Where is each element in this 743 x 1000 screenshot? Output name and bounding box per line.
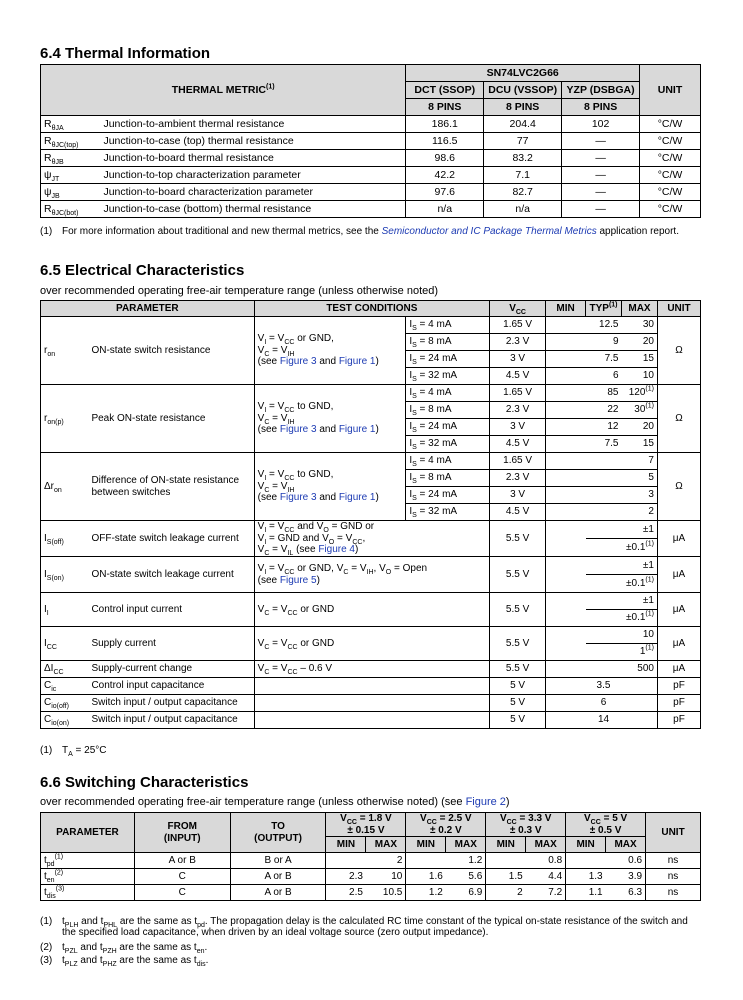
max-header: MAX <box>622 301 658 317</box>
max-value: ±1 <box>586 521 658 539</box>
typ-value: 14 <box>586 712 622 729</box>
value: — <box>562 184 640 201</box>
from-header: FROM (INPUT) <box>134 813 230 853</box>
is-condition: $I_S = 4$ mA <box>406 317 490 334</box>
typ-value <box>586 470 622 487</box>
max-value: ±1 <box>586 593 658 610</box>
max-value <box>622 678 658 695</box>
typ-value: 85 <box>586 385 622 402</box>
max-value: 3 <box>622 487 658 504</box>
unit: pF <box>657 678 700 695</box>
figure-4-link[interactable]: Figure 4 <box>318 544 355 556</box>
is-condition: $I_S = 32$ mA <box>406 504 490 521</box>
test-conditions: $V_I = V_{CC}$ or GND, $V_C = V_{IH}$ (see Figure 3 and Figure 1) <box>254 317 406 385</box>
vcc-header: $V_{CC}$ <box>490 301 546 317</box>
min-value: 1.5 <box>486 869 526 885</box>
is-condition: $I_S = 8$ mA <box>406 334 490 351</box>
value: 82.7 <box>484 184 562 201</box>
unit: pF <box>657 712 700 729</box>
symbol: $R_{\theta JC(top)}$ <box>41 133 101 150</box>
unit-header: UNIT <box>640 65 701 116</box>
value: 204.4 <box>484 116 562 133</box>
min-header: MIN <box>486 837 526 853</box>
test-conditions: $V_I = V_{CC}$ to GND, $V_C = V_{IH}$ (see Figure 3 and Figure 1) <box>254 453 406 521</box>
description: Junction-to-case (bottom) thermal resistance <box>100 201 405 218</box>
table-row <box>41 167 701 184</box>
package-header: DCU (VSSOP) <box>484 82 562 99</box>
vcc-group-header: $V_{CC} = 3.3$ V ± 0.3 V <box>486 813 566 837</box>
unit: Ω <box>657 453 700 521</box>
unit: ns <box>646 869 701 885</box>
typ-value: 3.5 <box>586 678 622 695</box>
pins-header: 8 PINS <box>406 99 484 116</box>
typ-value: 9 <box>586 334 622 351</box>
max-value: 7 <box>622 453 658 470</box>
symbol: $\Delta r_{on}$ <box>41 453 89 521</box>
test-conditions: $V_C = V_{CC}$ or GND <box>254 627 490 661</box>
unit: °C/W <box>640 201 701 218</box>
typ-value: 6 <box>586 368 622 385</box>
value: 97.6 <box>406 184 484 201</box>
unit-header: UNIT <box>646 813 701 853</box>
vcc-value: 4.5 V <box>490 436 546 453</box>
is-condition: $I_S = 4$ mA <box>406 453 490 470</box>
description: Control input capacitance <box>88 678 254 695</box>
symbol: $I_I$ <box>41 593 89 627</box>
max-value: $\pm 0.1^{(1)}$ <box>586 575 658 593</box>
vcc-value: 5.5 V <box>490 627 546 661</box>
min-value: 1.6 <box>406 869 446 885</box>
typ-value <box>586 453 622 470</box>
description: ON-state switch resistance <box>88 317 254 385</box>
max-value: 0.6 <box>606 853 646 869</box>
min-value: 2 <box>486 885 526 901</box>
test-conditions <box>254 678 490 695</box>
description: Supply-current change <box>88 661 254 678</box>
max-value: 10.5 <box>366 885 406 901</box>
min-value: 1.2 <box>406 885 446 901</box>
from-value: A or B <box>134 853 230 869</box>
description: Junction-to-top characterization parameter <box>100 167 405 184</box>
max-value: 0.8 <box>526 853 566 869</box>
electrical-table <box>40 300 701 729</box>
figure-3-link[interactable]: Figure 3 <box>279 492 317 504</box>
symbol: $I_{S(on)}$ <box>41 557 89 593</box>
vcc-group-header: $V_{CC} = 5$ V ± 0.5 V <box>566 813 646 837</box>
value: 83.2 <box>484 150 562 167</box>
value: — <box>562 167 640 184</box>
table-row <box>41 201 701 218</box>
test-conditions <box>254 712 490 729</box>
pins-header: 8 PINS <box>484 99 562 116</box>
max-value: 10 <box>366 869 406 885</box>
max-value: 5.6 <box>446 869 486 885</box>
description: Control input current <box>88 593 254 627</box>
vcc-value: 5.5 V <box>490 557 546 593</box>
unit: ns <box>646 853 701 869</box>
value: 77 <box>484 133 562 150</box>
max-value: 15 <box>622 351 658 368</box>
max-value <box>622 712 658 729</box>
max-value: 500 <box>586 661 658 678</box>
table-row <box>41 869 701 885</box>
device-header: SN74LVC2G66 <box>406 65 640 82</box>
unit: μA <box>657 627 700 661</box>
min-value <box>546 419 586 436</box>
typ-value: 22 <box>586 402 622 419</box>
vcc-value: 2.3 V <box>490 402 546 419</box>
is-condition: $I_S = 24$ mA <box>406 419 490 436</box>
description: OFF-state switch leakage current <box>88 521 254 557</box>
value: — <box>562 150 640 167</box>
min-value <box>546 368 586 385</box>
electrical-footnote: (1) $T_A = 25^\circ C$ <box>40 745 107 758</box>
parameter-symbol: $t_{pd}^{(1)}$ <box>41 853 135 869</box>
min-value <box>546 487 586 504</box>
max-value: 1.2 <box>446 853 486 869</box>
is-condition: $I_S = 24$ mA <box>406 487 490 504</box>
parameter-symbol: $t_{dis}^{(3)}$ <box>41 885 135 901</box>
symbol: $R_{\theta JC(bot)}$ <box>41 201 101 218</box>
min-value <box>406 853 446 869</box>
description: Junction-to-ambient thermal resistance <box>100 116 405 133</box>
min-value <box>546 470 586 487</box>
switching-footnote-3: (3) $t_{PLZ}$ and $t_{PHZ}$ are the same as $t_{dis}$. <box>40 955 209 968</box>
description: Junction-to-board thermal resistance <box>100 150 405 167</box>
vcc-group-header: $V_{CC} = 2.5$ V ± 0.2 V <box>406 813 486 837</box>
value: 102 <box>562 116 640 133</box>
max-value: 10 <box>586 627 658 644</box>
min-value <box>546 627 586 661</box>
min-value <box>546 521 586 557</box>
vcc-value: 3 V <box>490 419 546 436</box>
table-row <box>41 133 701 150</box>
vcc-group-header: $V_{CC} = 1.8$ V ± 0.15 V <box>326 813 406 837</box>
from-value: C <box>134 885 230 901</box>
min-value <box>546 385 586 402</box>
description: Difference of ON-state resistance between switches <box>88 453 254 521</box>
vcc-value: 5 V <box>490 712 546 729</box>
test-conditions: $V_I = V_{CC}$ and $V_O$ = GND or $V_I$ = GND and $V_O = V_{CC}$, $V_C = V_{IL}$ (see Figure 4) <box>254 521 490 557</box>
vcc-value: 5 V <box>490 695 546 712</box>
unit: °C/W <box>640 150 701 167</box>
min-header: MIN <box>546 301 586 317</box>
thermal-section-title: 6.4 Thermal Information <box>40 45 211 62</box>
value: 98.6 <box>406 150 484 167</box>
symbol: $r_{on(p)}$ <box>41 385 89 453</box>
electrical-subtitle: over recommended operating free-air temperature range (unless otherwise noted) <box>40 285 439 297</box>
unit: °C/W <box>640 167 701 184</box>
vcc-value: 3 V <box>490 487 546 504</box>
min-header: MIN <box>326 837 366 853</box>
vcc-value: 1.65 V <box>490 453 546 470</box>
unit: μA <box>657 593 700 627</box>
description: Switch input / output capacitance <box>88 695 254 712</box>
switching-footnote-2: (2) $t_{PZL}$ and $t_{PZH}$ are the same as $t_{en}$. <box>40 942 208 955</box>
switching-footnote-1: (1) $t_{PLH}$ and $t_{PHL}$ are the same as $t_{pd}$. The propagation delay is the calculated RC time constant of the typical on-state resistance of the switch and the specified load capacitance, when driven by an ideal voltage source (zero output impedance). <box>40 916 688 938</box>
unit: °C/W <box>640 133 701 150</box>
table-row <box>41 885 701 901</box>
vcc-value: 4.5 V <box>490 368 546 385</box>
min-value <box>546 593 586 627</box>
min-value: 2.5 <box>326 885 366 901</box>
min-value <box>546 351 586 368</box>
table-row <box>41 853 701 869</box>
test-conditions: $V_I = V_{CC}$ or GND, $V_C = V_{IH}$, $V_O$ = Open (see Figure 5) <box>254 557 490 593</box>
to-header: TO (OUTPUT) <box>230 813 326 853</box>
min-value <box>546 712 586 729</box>
thermal-metric-header: THERMAL METRIC$^{(1)}$ <box>41 65 406 116</box>
typ-value: 7.5 <box>586 436 622 453</box>
max-value: 20 <box>622 334 658 351</box>
package-header: YZP (DSBGA) <box>562 82 640 99</box>
max-value: 1$^{(1)}$ <box>586 644 658 661</box>
max-value: 2 <box>622 504 658 521</box>
vcc-value: 2.3 V <box>490 470 546 487</box>
max-value: 5 <box>622 470 658 487</box>
test-conditions: $V_C = V_{CC}$ or GND <box>254 593 490 627</box>
description: Junction-to-board characterization parameter <box>100 184 405 201</box>
vcc-value: 5 V <box>490 678 546 695</box>
max-header: MAX <box>366 837 406 853</box>
min-value <box>546 453 586 470</box>
table-row <box>41 184 701 201</box>
table-row <box>41 150 701 167</box>
min-value <box>566 853 606 869</box>
test-conditions <box>254 695 490 712</box>
min-header: MIN <box>566 837 606 853</box>
min-value <box>546 678 586 695</box>
unit: μA <box>657 521 700 557</box>
is-condition: $I_S = 24$ mA <box>406 351 490 368</box>
symbol: $r_{on}$ <box>41 317 89 385</box>
max-header: MAX <box>446 837 486 853</box>
conditions-header: TEST CONDITIONS <box>254 301 490 317</box>
table-row <box>41 116 701 133</box>
max-value: 20 <box>622 419 658 436</box>
description: Switch input / output capacitance <box>88 712 254 729</box>
thermal-footnote: (1) For more information about traditional and new thermal metrics, see the Semiconductor and IC Package Thermal Metrics application report. <box>40 226 679 237</box>
description: Junction-to-case (top) thermal resistance <box>100 133 405 150</box>
pins-header: 8 PINS <box>562 99 640 116</box>
unit: °C/W <box>640 184 701 201</box>
value: — <box>562 201 640 218</box>
typ-value: 12 <box>586 419 622 436</box>
vcc-value: 4.5 V <box>490 504 546 521</box>
unit: Ω <box>657 385 700 453</box>
parameter-header: PARAMETER <box>41 813 135 853</box>
symbol: $C_{io(on)}$ <box>41 712 89 729</box>
min-value: 1.3 <box>566 869 606 885</box>
min-value <box>546 557 586 593</box>
min-header: MIN <box>406 837 446 853</box>
vcc-value: 1.65 V <box>490 317 546 334</box>
vcc-value: 3 V <box>490 351 546 368</box>
max-value: 3.9 <box>606 869 646 885</box>
min-value <box>546 402 586 419</box>
typ-value: 6 <box>586 695 622 712</box>
max-value: $\pm 0.1^{(1)}$ <box>586 539 658 557</box>
is-condition: $I_S = 32$ mA <box>406 368 490 385</box>
max-value: 4.4 <box>526 869 566 885</box>
figure-1-link[interactable]: Figure 1 <box>338 356 376 368</box>
max-value: 10 <box>622 368 658 385</box>
figure-1-link[interactable]: Figure 1 <box>338 492 376 504</box>
value: n/a <box>406 201 484 218</box>
symbol: $R_{\theta JA}$ <box>41 116 101 133</box>
switching-subtitle: over recommended operating free-air temperature range (unless otherwise noted) (see Figure 2) <box>40 796 510 808</box>
typ-value <box>586 504 622 521</box>
vcc-value: 2.3 V <box>490 334 546 351</box>
max-value: 15 <box>622 436 658 453</box>
min-value <box>546 695 586 712</box>
value: 186.1 <box>406 116 484 133</box>
package-header: DCT (SSOP) <box>406 82 484 99</box>
typ-header: TYP$^{(1)}$ <box>586 301 622 317</box>
max-value: 6.3 <box>606 885 646 901</box>
from-value: C <box>134 869 230 885</box>
is-condition: $I_S = 4$ mA <box>406 385 490 402</box>
value: 42.2 <box>406 167 484 184</box>
vcc-value: 5.5 V <box>490 661 546 678</box>
vcc-value: 5.5 V <box>490 593 546 627</box>
switching-section-title: 6.6 Switching Characteristics <box>40 774 249 791</box>
unit: ns <box>646 885 701 901</box>
vcc-value: 1.65 V <box>490 385 546 402</box>
min-value <box>486 853 526 869</box>
is-condition: $I_S = 32$ mA <box>406 436 490 453</box>
typ-value: 7.5 <box>586 351 622 368</box>
unit: μA <box>657 557 700 593</box>
max-value: 120$^{(1)}$ <box>622 385 658 402</box>
min-value <box>546 504 586 521</box>
max-value: ±1 <box>586 557 658 575</box>
electrical-section-title: 6.5 Electrical Characteristics <box>40 262 245 279</box>
unit: pF <box>657 695 700 712</box>
min-value <box>546 661 586 678</box>
value: 116.5 <box>406 133 484 150</box>
min-value: 2.3 <box>326 869 366 885</box>
figure-2-link[interactable]: Figure 2 <box>465 796 506 808</box>
symbol: $\psi_{JT}$ <box>41 167 101 184</box>
figure-3-link[interactable]: Figure 3 <box>279 356 317 368</box>
description: Peak ON-state resistance <box>88 385 254 453</box>
min-value <box>546 317 586 334</box>
figure-5-link[interactable]: Figure 5 <box>279 574 317 586</box>
min-value <box>546 436 586 453</box>
typ-value: 12.5 <box>586 317 622 334</box>
typ-value <box>586 487 622 504</box>
to-value: A or B <box>230 869 326 885</box>
value: — <box>562 133 640 150</box>
symbol: $\psi_{JB}$ <box>41 184 101 201</box>
value: n/a <box>484 201 562 218</box>
parameter-symbol: $t_{en}^{(2)}$ <box>41 869 135 885</box>
symbol: $I_{CC}$ <box>41 627 89 661</box>
max-value: 7.2 <box>526 885 566 901</box>
max-value: 30$^{(1)}$ <box>622 402 658 419</box>
test-conditions: $V_I = V_{CC}$ to GND, $V_C = V_{IH}$ (see Figure 3 and Figure 1) <box>254 385 406 453</box>
max-header: MAX <box>526 837 566 853</box>
thermal-metrics-link[interactable]: Semiconductor and IC Package Thermal Metrics <box>381 226 597 237</box>
description: Supply current <box>88 627 254 661</box>
is-condition: $I_S = 8$ mA <box>406 470 490 487</box>
symbol: $C_{io(off)}$ <box>41 695 89 712</box>
figure-1-link[interactable]: Figure 1 <box>338 424 376 436</box>
to-value: A or B <box>230 885 326 901</box>
symbol: $C_{ic}$ <box>41 678 89 695</box>
is-condition: $I_S = 8$ mA <box>406 402 490 419</box>
min-value <box>326 853 366 869</box>
thermal-table <box>40 64 701 218</box>
to-value: B or A <box>230 853 326 869</box>
max-value: 2 <box>366 853 406 869</box>
max-value: $\pm 0.1^{(1)}$ <box>586 610 658 627</box>
symbol: $\Delta I_{CC}$ <box>41 661 89 678</box>
max-value: 6.9 <box>446 885 486 901</box>
unit: Ω <box>657 317 700 385</box>
min-value: 1.1 <box>566 885 606 901</box>
value: 7.1 <box>484 167 562 184</box>
symbol: $I_{S(off)}$ <box>41 521 89 557</box>
min-value <box>546 334 586 351</box>
unit-header: UNIT <box>657 301 700 317</box>
unit: °C/W <box>640 116 701 133</box>
description: ON-state switch leakage current <box>88 557 254 593</box>
max-header: MAX <box>606 837 646 853</box>
max-value <box>622 695 658 712</box>
parameter-header: PARAMETER <box>41 301 255 317</box>
test-conditions: $V_C = V_{CC} - 0.6$ V <box>254 661 490 678</box>
figure-3-link[interactable]: Figure 3 <box>279 424 317 436</box>
symbol: $R_{\theta JB}$ <box>41 150 101 167</box>
unit: μA <box>657 661 700 678</box>
max-value: 30 <box>622 317 658 334</box>
switching-table <box>40 812 701 901</box>
vcc-value: 5.5 V <box>490 521 546 557</box>
